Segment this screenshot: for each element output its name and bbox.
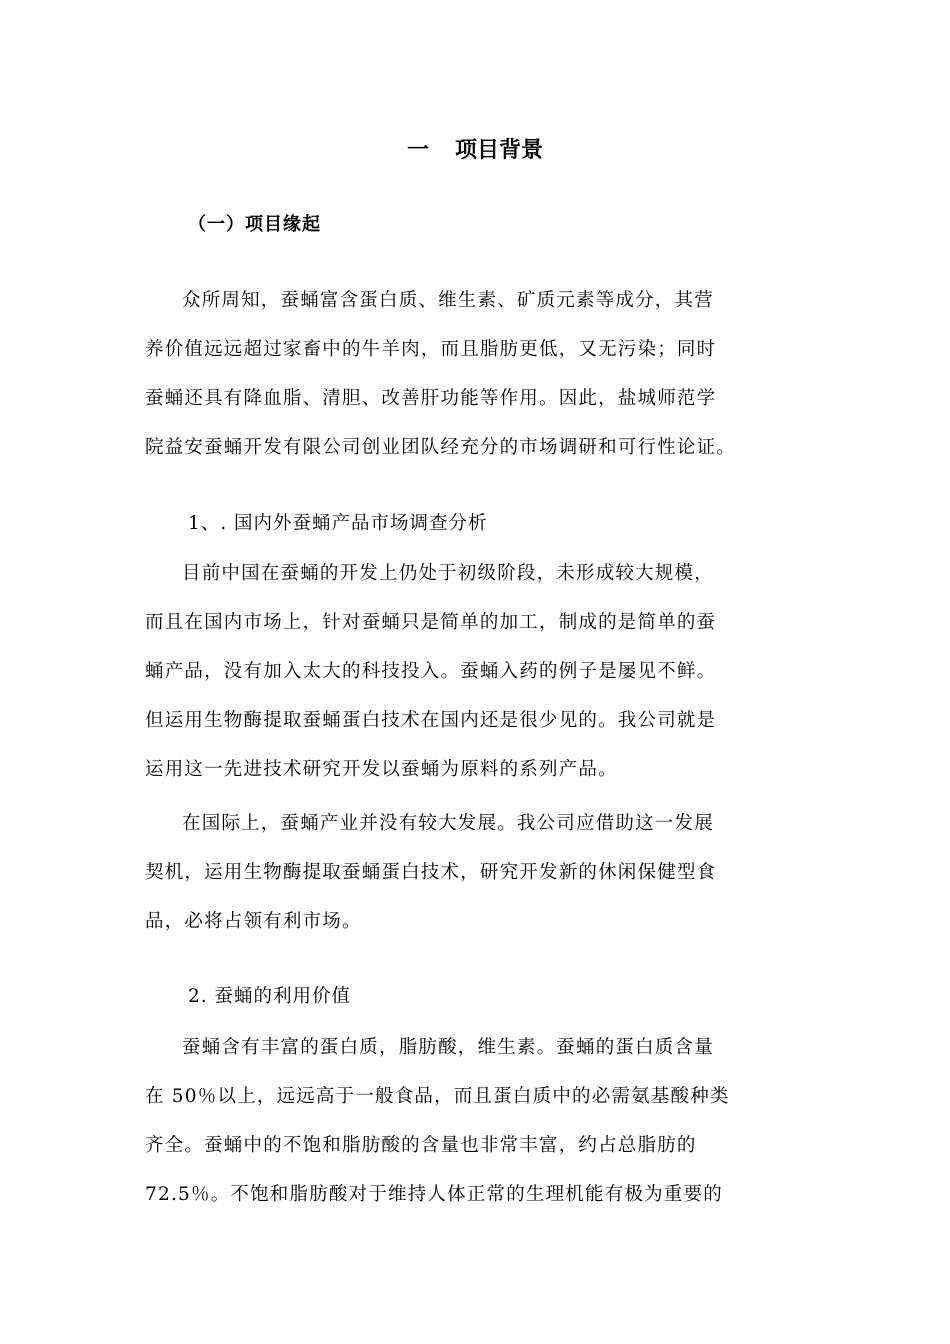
- item2-paragraph-a: [145, 1023, 807, 1219]
- paragraph-line: 在国际上，蚕蛹产业并没有较大发展。我公司应借助这一发展: [182, 813, 714, 834]
- item2-heading: 2. 蚕蛹的利用价值: [188, 986, 352, 1007]
- paragraph-line: 齐全。蚕蛹中的不饱和脂肪酸的含量也非常丰富，约占总脂肪的: [145, 1135, 697, 1156]
- section-number: 一: [406, 138, 429, 163]
- paragraph-line: 养价值远远超过家畜中的牛羊肉，而且脂肪更低，又无污染；同时: [145, 339, 717, 360]
- intro-paragraph: [145, 276, 807, 472]
- paragraph-line: 运用这一先进技术研究开发以蚕蛹为原料的系列产品。: [145, 759, 618, 780]
- paragraph-line: 契机，运用生物酶提取蚕蛹蛋白技术，研究开发新的休闲保健型食: [145, 862, 717, 883]
- paragraph-line: 蛹产品，没有加入太大的科技投入。蚕蛹入药的例子是屡见不鲜。: [145, 661, 717, 682]
- paragraph-line: 蚕蛹含有丰富的蛋白质，脂肪酸，维生素。蚕蛹的蛋白质含量: [182, 1037, 714, 1058]
- paragraph-line: 目前中国在蚕蛹的开发上仍处于初级阶段，未形成较大规模，: [182, 563, 714, 584]
- item1-heading: 1、. 国内外蚕蛹产品市场调查分析: [188, 513, 488, 534]
- paragraph-line: 在 50％以上，远远高于一般食品，而且蛋白质中的必需氨基酸种类: [145, 1086, 730, 1107]
- paragraph-line: 蚕蛹还具有降血脂、清胆、改善肝功能等作用。因此，盐城师范学: [145, 388, 717, 409]
- paragraph-line: 72.5％。不饱和脂肪酸对于维持人体正常的生理机能有极为重要的: [145, 1184, 723, 1205]
- section-title: 项目背景: [455, 138, 544, 163]
- item1-paragraph-a: [145, 549, 807, 794]
- item1-paragraph-b: [145, 799, 807, 946]
- paragraph-line: 品，必将占领有利市场。: [145, 911, 362, 932]
- section-heading: [0, 134, 950, 168]
- paragraph-line: 众所周知，蚕蛹富含蛋白质、维生素、矿质元素等成分，其营: [182, 290, 714, 311]
- paragraph-line: 院益安蚕蛹开发有限公司创业团队经充分的市场调研和可行性论证。: [145, 437, 737, 458]
- paragraph-line: 但运用生物酶提取蚕蛹蛋白技术在国内还是很少见的。我公司就是: [145, 710, 717, 731]
- paragraph-line: 而且在国内市场上，针对蚕蛹只是简单的加工，制成的是简单的蚕: [145, 612, 717, 633]
- subsection-heading: （一）项目缘起: [188, 214, 321, 235]
